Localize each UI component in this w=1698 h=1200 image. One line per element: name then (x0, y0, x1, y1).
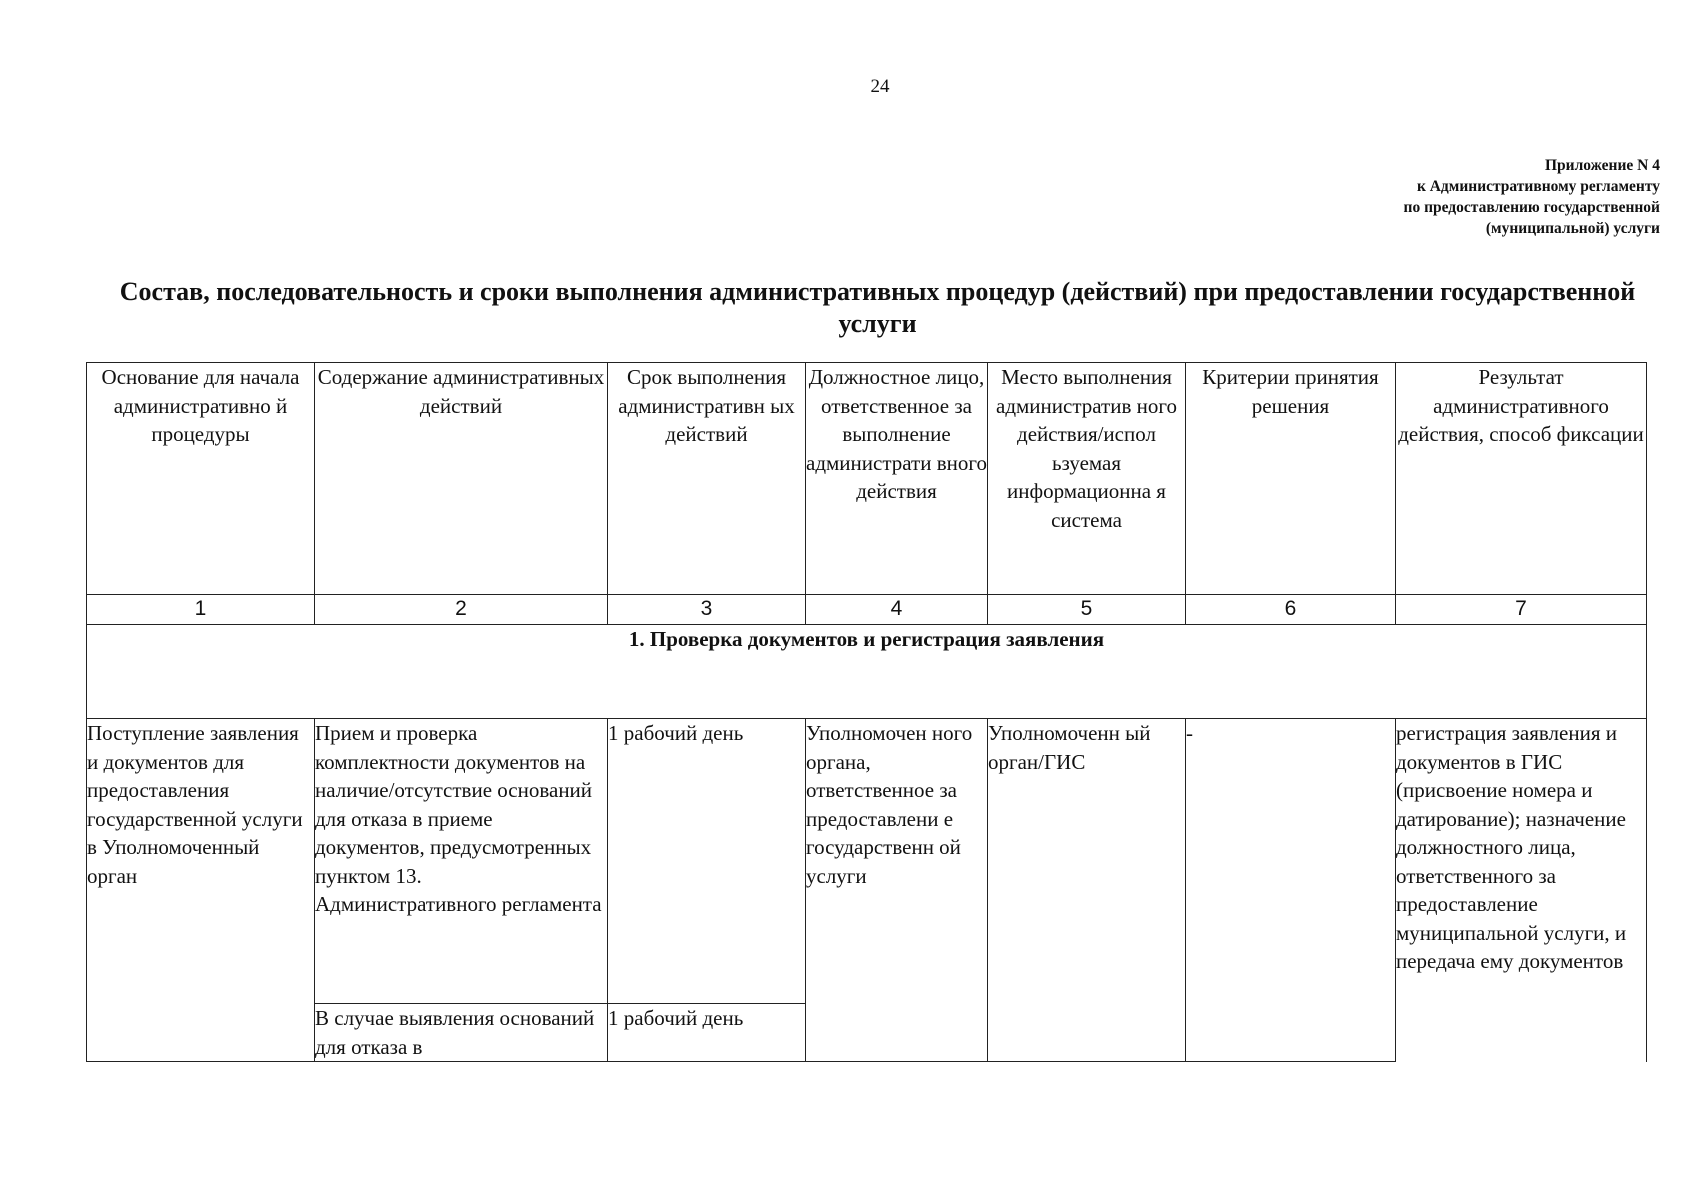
header-cell-official: Должностное лицо, ответственное за выполнение администрати вного действия (806, 363, 988, 595)
header-cell-result: Результат административного действия, способ фиксации (1396, 363, 1647, 595)
section-title: 1. Проверка документов и регистрация заявления (87, 625, 1647, 719)
cell-action: Прием и проверка комплектности документов на наличие/отсутствие оснований для отказа в приеме документов, предусмотренных пунктом 13. Административного регламента (315, 719, 608, 1004)
column-number: 7 (1396, 595, 1647, 625)
column-number-row (87, 595, 1647, 625)
appendix-line: Приложение N 4 (1544, 157, 1660, 174)
header-cell-criteria: Критерии принятия решения (1186, 363, 1396, 595)
column-number: 3 (608, 595, 806, 625)
procedures-table (86, 362, 1647, 1062)
cell-action: В случае выявления оснований для отказа в (315, 1004, 608, 1062)
header-cell-term: Срок выполнения административн ых действий (608, 363, 806, 595)
column-number: 2 (315, 595, 608, 625)
header-cell-place: Место выполнения административ ного действия/испол ьзуемая информационна я система (988, 363, 1186, 595)
appendix-line: к Административному регламенту (1416, 178, 1660, 195)
header-cell-basis: Основание для начала административно й процедуры (87, 363, 315, 595)
page-number: 24 (870, 76, 890, 97)
cell-official: Уполномочен ного органа, ответственное за предоставлени е государственн ой услуги (806, 719, 988, 1062)
cell-term: 1 рабочий день (608, 719, 806, 1004)
cell-term: 1 рабочий день (608, 1004, 806, 1062)
column-number: 5 (988, 595, 1186, 625)
appendix-caption (1404, 155, 1660, 239)
cell-result: регистрация заявления и документов в ГИС (присвоение номера и датирование); назначение должностного лица, ответственного за предоставление муниципальной услуги, и передача ему документов (1396, 719, 1647, 1062)
appendix-line: (муниципальной) услуги (1485, 220, 1660, 237)
document-title: Состав, последовательность и сроки выполнения административных процедур (действий) при предоставлении государственной услуги (119, 277, 1636, 338)
column-number: 4 (806, 595, 988, 625)
column-number: 1 (87, 595, 315, 625)
cell-criteria: - (1186, 719, 1396, 1062)
table-row (87, 719, 1647, 1004)
column-number: 6 (1186, 595, 1396, 625)
header-cell-content: Содержание административных действий (315, 363, 608, 595)
appendix-line: по предоставлению государственной (1403, 199, 1660, 216)
section-row (87, 625, 1647, 719)
cell-place: Уполномоченн ый орган/ГИС (988, 719, 1186, 1062)
cell-basis: Поступление заявления и документов для предоставления государственной услуги в Уполномоченный орган (87, 719, 315, 1062)
header-row (87, 363, 1647, 595)
